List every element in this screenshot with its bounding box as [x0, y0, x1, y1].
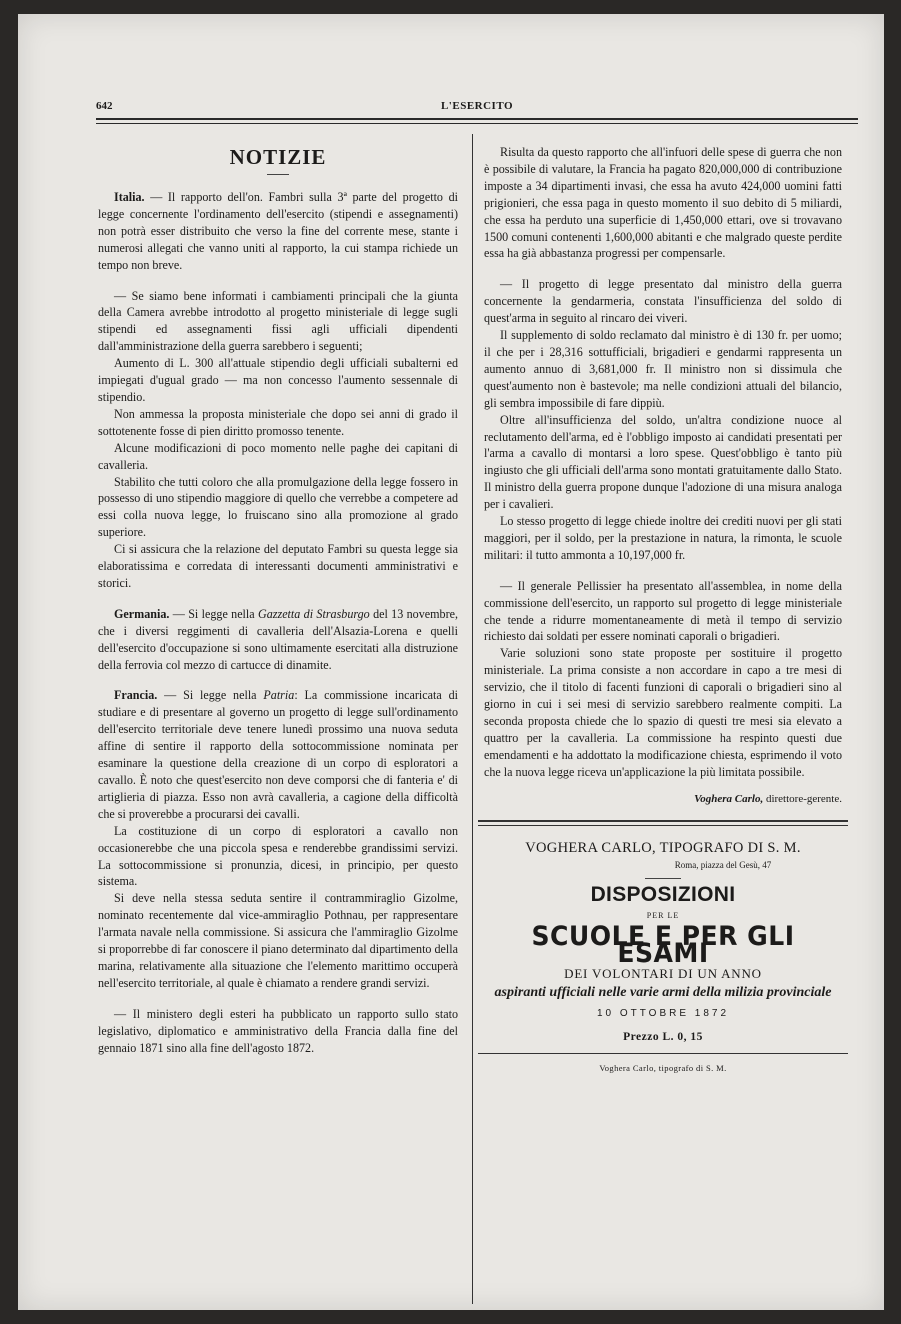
signature	[484, 791, 842, 808]
section-title: NOTIZIE	[229, 145, 327, 169]
newspaper-name: Patria	[263, 688, 295, 703]
title-rule	[267, 174, 289, 175]
paragraph-text: — Il rapporto dell'on. Fambri sulla 3ª parte del progetto di legge concernente l'ordinamento dell'esercito (stipendi e assegnamenti) non potrà esser distribuito che verso la fine del corrente mese, stante i numerosi allegati che vanno uniti al rapporto, la cui stampa richiede un tempo non breve.	[98, 190, 458, 272]
news-germania	[98, 606, 458, 674]
ad-aspiranti: aspiranti ufficiali nelle varie armi della milizia provinciale	[494, 984, 832, 1000]
country-lead: Francia.	[114, 688, 158, 703]
news-paragraph: Il supplemento di soldo reclamato dal ministro è di 130 fr. per uomo; il che per i 28,316 sottufficiali, brigadieri e gendarmi rappresenta un aumento annuo di 3,681,000 fr. Il ministro non si dissimula che quest'aumento non è bastevole; ma nelle condizioni attuali del bilancio, gli sembra impossibile di fare dippiù.	[484, 328, 842, 410]
news-paragraph: Varie soluzioni sono state proposte per sostituire il progetto ministeriale. La prima consiste a non accordare in capo a tre mesi di servizio, che il titolo di facenti funzioni di caporali o brigadieri sino al giorno in cui i sei mesi di servizio sarebbero realmente compiti. La seconda proposta chiede che lo spazio di questi tre mesi sia elevato a quattro per la cavalleria. La commissione ha respinto questi due emendamenti e ha addottato la modificazione chiesta, esprimendo il voto che la nuova legge riceva un'applicazione la più limitata possibile.	[484, 646, 842, 779]
column-divider	[472, 134, 473, 1304]
news-paragraph: Alcune modificazioni di poco momento nelle paghe dei capitani di cavalleria.	[98, 440, 458, 472]
news-paragraph: Ci si assicura che la relazione del deputato Fambri su questa legge sia elaboratissima e corredata di interessanti documenti amministrativi e storici.	[98, 542, 458, 590]
header-rule	[96, 118, 858, 120]
header-rule-thin	[96, 123, 858, 124]
ad-price: Prezzo L. 0, 15	[623, 1030, 703, 1043]
news-paragraph: La costituzione di un corpo di esploratori a cavallo non occasionerebbe che una piccola spesa e renderebbe grandissimi servizi. La sottocommissione si pronunzia, dicesi, in principio, per questo sistema.	[98, 823, 458, 889]
ad-footer: Voghera Carlo, tipografo di S. M.	[599, 1062, 727, 1073]
ad-per-le: PER LE	[646, 911, 680, 921]
country-lead: Italia.	[114, 190, 145, 204]
paragraph-text: — Si legge nella	[157, 688, 264, 703]
page-number: 642	[96, 100, 113, 112]
ad-address: Roma, piazza del Gesù, 47	[674, 860, 772, 871]
news-francia	[98, 687, 458, 822]
news-paragraph: Non ammessa la proposta ministeriale che dopo sei anni di grado il sottotenente fosse di pien diritto promosso tenente.	[98, 406, 458, 438]
news-paragraph: — Il ministero degli esteri ha pubblicato un rapporto sullo stato legislativo, diplomatico e amministrativo della Francia dalla fine del gennaio 1871 sino alla fine dell'agosto 1872.	[98, 1006, 458, 1055]
ad-volontari: DEI VOLONTARI DI UN ANNO	[564, 965, 762, 981]
paragraph-text: del 13 novembre, che i diversi reggimenti di cavalleria dell'Alsazia-Lorena e quelli dell'esercito d'occupazione si sono ultimamente esercitati alla distruzione della ferrovia col mezzo di cartucce di dinamite.	[98, 606, 459, 672]
ad-title: DISPOSIZIONI	[590, 883, 736, 907]
news-paragraph: Lo stesso progetto di legge chiede inoltre dei crediti nuovi per gli stati maggiori, per il soldo, per la prestazione in natura, la rimonta, le scuole militari: il tutto ammonta a 10,197,000 fr.	[484, 514, 842, 562]
paragraph-text: — Si legge nella	[169, 606, 258, 621]
journal-title: L'ESERCITO	[440, 100, 514, 112]
ad-separator-thin	[478, 825, 848, 826]
ad-separator	[478, 820, 848, 822]
news-paragraph: Stabilito che tutti coloro che alla promulgazione della legge fossero in possesso di uno stipendio maggiore di quello che verrebbe a competere ad essi colla nuova legge, lo fruiscano sino alla promozione al grado superiore.	[98, 474, 458, 540]
right-column	[484, 144, 842, 1077]
ad-date: 10 OTTOBRE 1872	[596, 1007, 730, 1019]
news-paragraph: — Il progetto di legge presentato dal ministro della guerra concernente la gendarmeria, constata l'insufficienza del soldo di quest'arma in seguito al rincaro dei viveri.	[484, 277, 842, 326]
news-italia	[98, 189, 458, 274]
ad-printer: VOGHERA CARLO, TIPOGRAFO DI S. M.	[525, 839, 801, 856]
country-lead: Germania.	[114, 606, 170, 621]
news-paragraph: — Se siamo bene informati i cambiamenti principali che la giunta della Camera avrebbe introdotto al progetto ministeriale di legge sugli stipendi ed assegnamenti fissi agli ufficiali dipendenti dall'amministrazione della guerra sarebbero i seguenti;	[98, 288, 458, 354]
ad-bottom-rule	[478, 1053, 848, 1054]
left-column	[98, 144, 458, 1057]
signature-name: Voghera Carlo,	[694, 792, 764, 805]
news-paragraph: — Il generale Pellissier ha presentato all'assemblea, in nome della commissione dell'esercito, un rapporto sul progetto di legge ministeriale che tende a ridurre momentaneamente di metà il tempo di servizio richiesto dai soldati per essere nominati caporali o brigadieri.	[484, 578, 842, 644]
paragraph-text: : La commissione incaricata di studiare e di presentare al governo un progetto di legge sull'ordinamento dell'esercito territoriale deve tenere lunedì prossimo una nuova seduta affine di sentire il rapporto della sottocommissione nominata per esaminare la questione della creazione di un corpo di esploratori a cavallo. È noto che quest'esercito non deve comporsi che di fanteria e' di artiglieria di piazza. Esso non avrà cavalleria, a cagione della difficoltà che si proverebbe a procurarsi dei cavalli.	[98, 688, 458, 821]
news-paragraph: Oltre all'insufficienza del soldo, un'altra condizione nuoce al reclutamento dell'arma, ed è l'obbligo imposto ai candidati presentati per l'arma a cavallo di montarsi a loro spese. Quest'obbligo è tanto più ingiusto che gli ufficiali dell'arma sono montati gratuitamente dallo Stato. Il ministro della guerra propone dunque l'adozione di una misura analoga per i cavalieri.	[484, 412, 842, 512]
ad-headline: SCUOLE E PER GLI ESAMI	[531, 921, 795, 970]
newspaper-page	[18, 14, 884, 1310]
ad-rule	[645, 878, 681, 879]
signature-role: direttore-gerente.	[765, 792, 842, 805]
newspaper-name: Gazzetta di Strasburgo	[258, 606, 370, 621]
news-paragraph: Aumento di L. 300 all'attuale stipendio degli ufficiali subalterni ed impiegati d'ugual grado — ma non concesso l'aumento sessennale di stipendio.	[98, 356, 458, 404]
news-paragraph: Si deve nella stessa seduta sentire il contrammiraglio Gizolme, nominato recentemente dal vice-ammiraglio Pothnau, per rappresentare l'armata navale nella commissione. Si assicura che l'ammiraglio Gizolme si proporrebbe di far conoscere il piano determinato dal dipartimento della marina, relativamente alla situazione che l'elemento marittimo occuperà nell'esercito territoriale, al quale è chiamato a rendere grandi servizi.	[98, 891, 458, 990]
advertisement	[484, 840, 842, 1077]
news-paragraph: Risulta da questo rapporto che all'infuori delle spese di guerra che non è possibile di valutare, la Francia ha pagato 820,000,000 di contribuzione imposte a 34 dipartimenti invasi, che essa ha avuto 424,000 uomini fatti prigionieri, che essa paga in questo momento il suo debito di 5 miliardi, che essa ha perduto una superficie di 1,450,000 ettari, ove si trovavano 1500 comuni contenenti 1,600,000 abitanti e che malgrado queste perdite essa ha già abbastanza progressi per compensarle.	[484, 145, 842, 261]
